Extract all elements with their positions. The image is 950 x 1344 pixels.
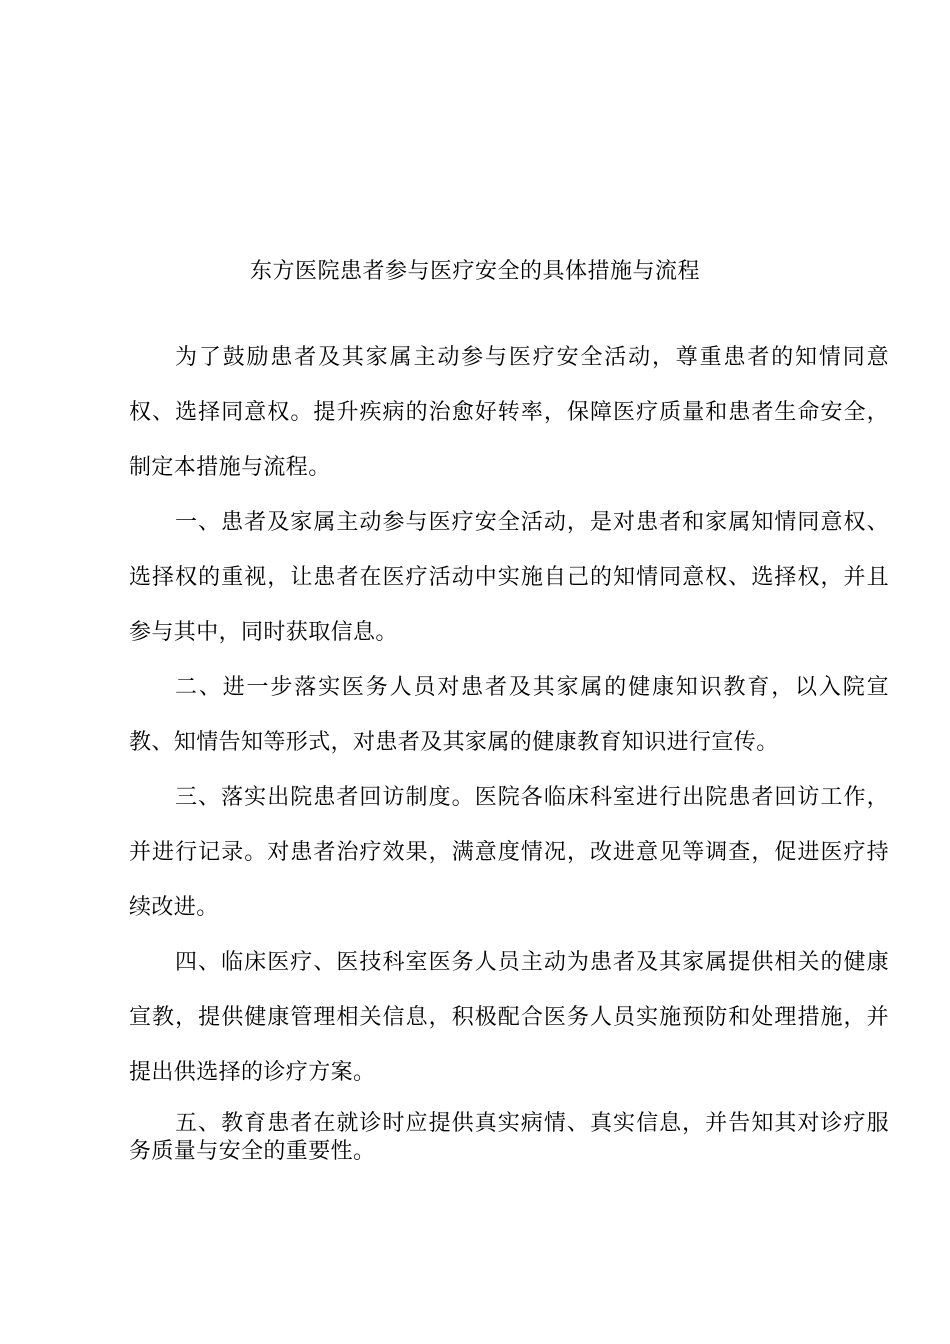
paragraph-intro: 为了鼓励患者及其家属主动参与医疗安全活动，尊重患者的知情同意权、选择同意权。提升疾病的治愈好转率，保障医疗质量和患者生命安全，制定本措施与流程。 (129, 345, 889, 480)
paragraph-item-5: 五、教育患者在就诊时应提供真实病情、真实信息，并告知其对诊疗服务质量与安全的重要性。 (129, 1111, 889, 1164)
paragraph-item-2: 二、进一步落实医务人员对患者及其家属的健康知识教育，以入院宣教、知情告知等形式，对患者及其家属的健康教育知识进行宣传。 (129, 675, 889, 755)
paragraph-item-3: 三、落实出院患者回访制度。医院各临床科室进行出院患者回访工作，并进行记录。对患者治疗效果，满意度情况，改进意见等调查，促进医疗持续改进。 (129, 785, 889, 920)
paragraph-item-1: 一、患者及家属主动参与医疗安全活动，是对患者和家属知情同意权、选择权的重视，让患者在医疗活动中实施自己的知情同意权、选择权，并且参与其中，同时获取信息。 (129, 510, 889, 645)
paragraph-item-4: 四、临床医疗、医技科室医务人员主动为患者及其家属提供相关的健康宣教，提供健康管理相关信息，积极配合医务人员实施预防和处理措施，并提出供选择的诊疗方案。 (129, 950, 889, 1085)
document-title: 东方医院患者参与医疗安全的具体措施与流程 (249, 259, 700, 284)
